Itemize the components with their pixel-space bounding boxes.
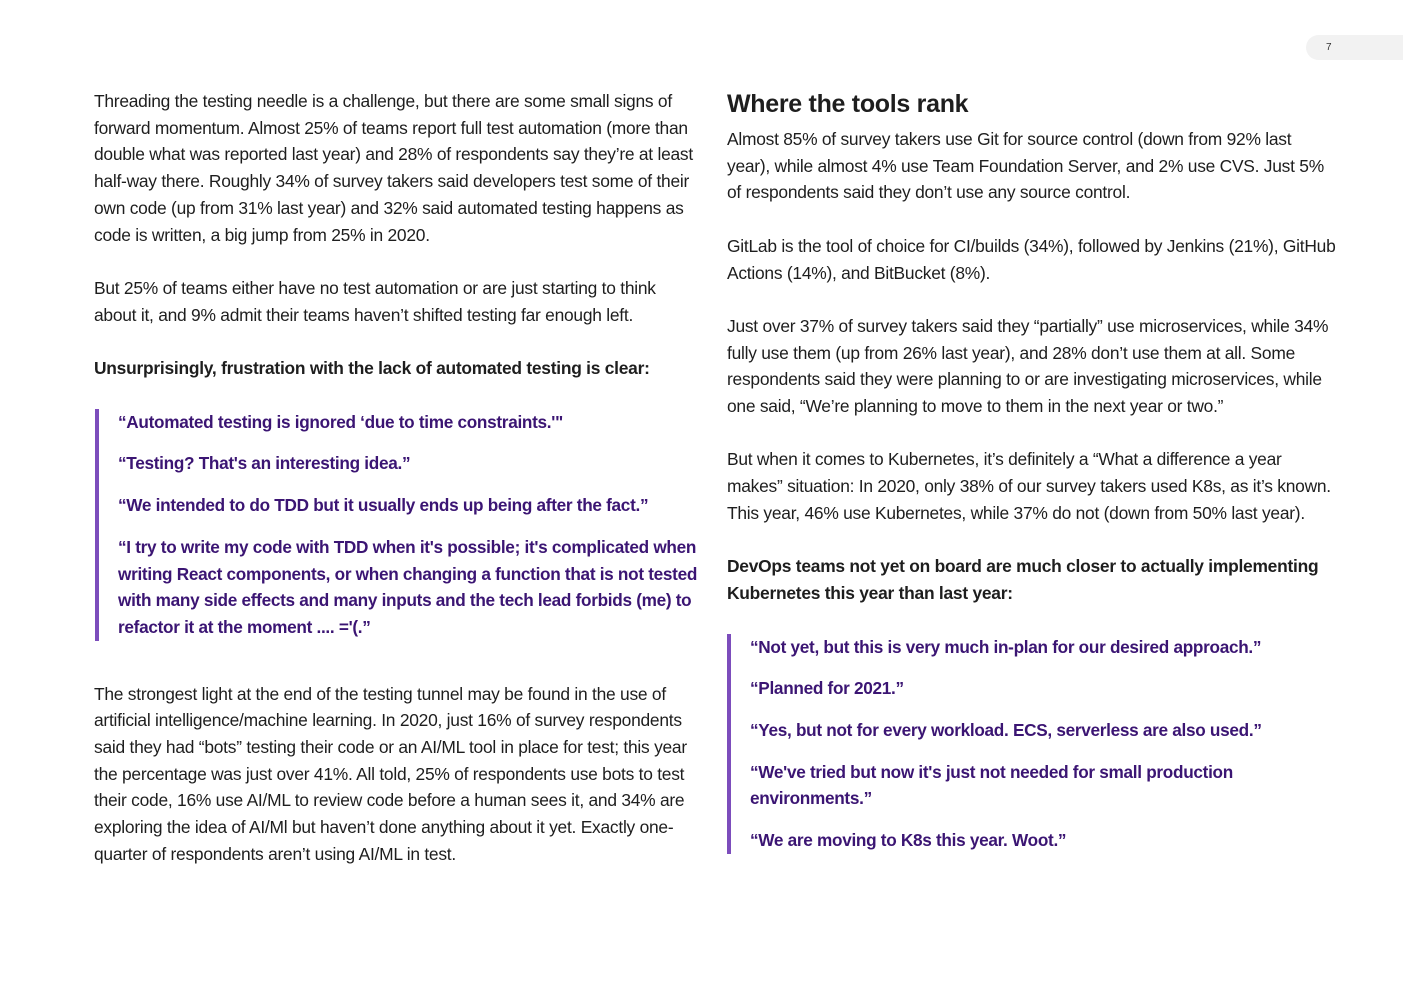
kubernetes-paragraph: But when it comes to Kubernetes, it’s definitely a “What a difference a year makes” situation: In 2020, only 38% of our survey takers used K8s, as it’s known. This year, 46% use Kubernetes, while 37% do not (down from 50% last year).	[727, 449, 1331, 523]
testing-quote: “I try to write my code with TDD when it's possible; it's complicated when writing React components, or when changing a function that is not tested with many side effects and many inputs and the tech lead forbids (me) to refactor it at the moment .... ='(.”	[118, 536, 698, 637]
page-number-tab	[1306, 35, 1403, 60]
testing-quote: “We intended to do TDD but it usually ends up being after the fact.”	[118, 495, 649, 516]
kubernetes-quote: “We are moving to K8s this year. Woot.”	[750, 830, 1067, 851]
testing-intro-paragraph: Threading the testing needle is a challenge, but there are some small signs of forward momentum. Almost 25% of teams report full test automation (more than double what was reported last year) and 28% of respondents say they’re at least half-way there. Roughly 34% of survey takers said developers test some of their own code (up from 31% last year) and 32% said automated testing happens as code is written, a big jump from 25% in 2020.	[94, 91, 693, 245]
kubernetes-quotes-block	[727, 634, 1337, 854]
no-automation-paragraph: But 25% of teams either have no test automation or are just starting to think about it, and 9% admit their teams haven’t shifted testing far enough left.	[94, 277, 656, 325]
ci-tools-paragraph: GitLab is the tool of choice for CI/builds (34%), followed by Jenkins (21%), GitHub Actions (14%), and BitBucket (8%).	[727, 235, 1336, 283]
kubernetes-quote: “Planned for 2021.”	[750, 678, 904, 699]
kubernetes-quote: “We've tried but now it's just not needed for small production environments.”	[750, 761, 1233, 809]
right-column	[727, 88, 1337, 854]
microservices-paragraph: Just over 37% of survey takers said they “partially” use microservices, while 34% fully use them (up from 26% last year), and 28% don’t use them at all. Some respondents said they were planning to or are investigating microservices, while one said, “We’re planning to move to them in the next year or two.”	[727, 315, 1329, 416]
source-control-paragraph: Almost 85% of survey takers use Git for source control (down from 92% last year), while almost 4% use Team Foundation Server, and 2% use CVS. Just 5% of respondents said they don’t use any source control.	[727, 129, 1324, 203]
page-number: 7	[1326, 42, 1332, 53]
kubernetes-quote: “Yes, but not for every workload. ECS, serverless are also used.”	[750, 720, 1262, 740]
ai-ml-paragraph: The strongest light at the end of the testing tunnel may be found in the use of artificial intelligence/machine learning. In 2020, just 16% of survey respondents said they had “bots” testing their code or an AI/ML tool in place for test; this year the percentage was just over 41%. All told, 25% of respondents use bots to test their code, 16% use AI/ML to review code before a human sees it, and 34% are exploring the idea of AI/Ml but haven’t done anything about it yet. Exactly one-quarter of respondents aren’t using AI/ML in test.	[94, 683, 687, 864]
kubernetes-quote: “Not yet, but this is very much in-plan for our desired approach.”	[750, 636, 1262, 657]
left-column	[94, 88, 701, 868]
testing-quote: “Automated testing is ignored ‘due to time constraints.'"	[118, 411, 563, 432]
kubernetes-lead-in: DevOps teams not yet on board are much closer to actually implementing Kubernetes this year than last year:	[727, 556, 1319, 603]
testing-quote: “Testing? That's an interesting idea.”	[118, 453, 411, 474]
testing-quotes-block	[95, 409, 701, 641]
section-heading: Where the tools rank	[727, 90, 969, 118]
testing-frustration-lead-in: Unsurprisingly, frustration with the lack of automated testing is clear:	[94, 358, 650, 378]
